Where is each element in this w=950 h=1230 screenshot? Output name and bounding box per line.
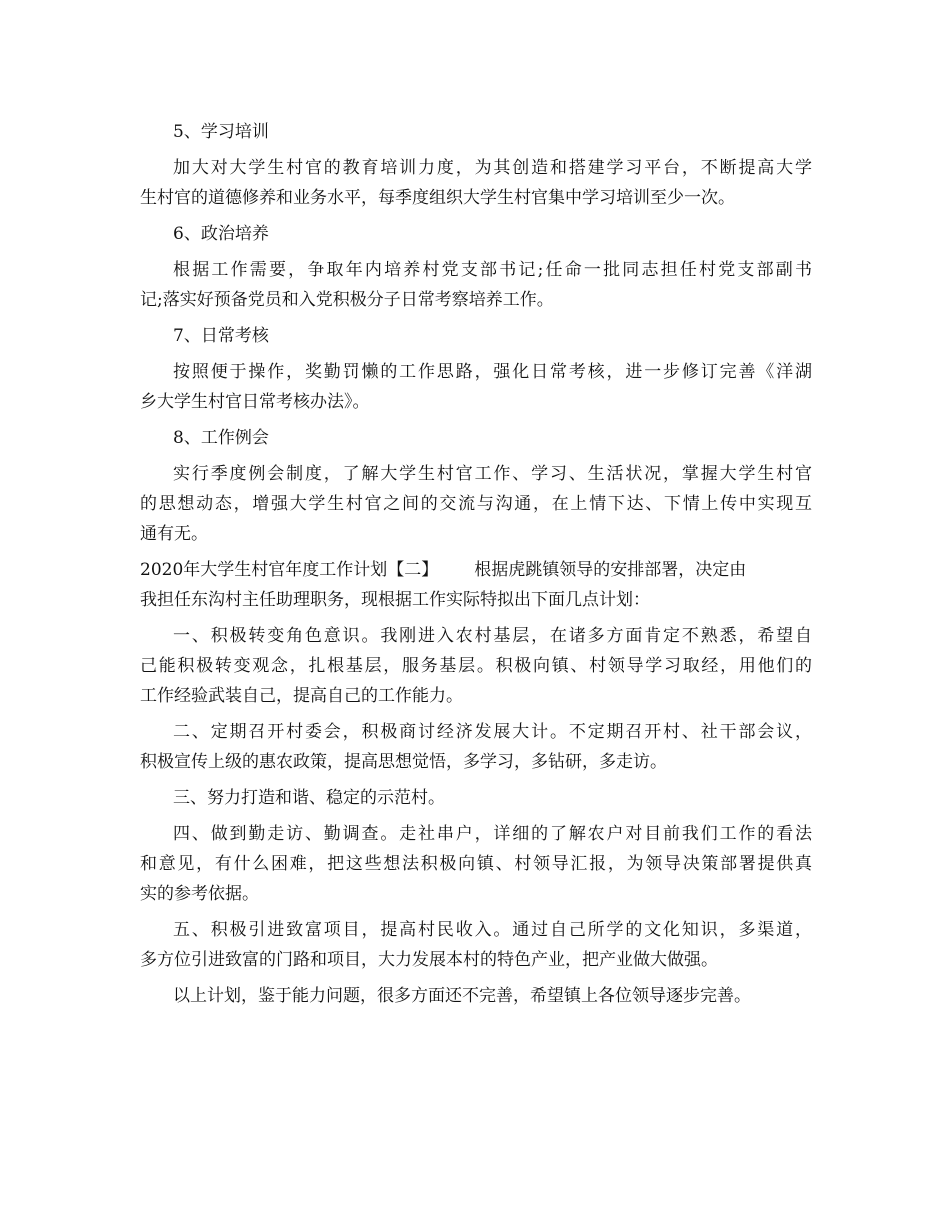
plan-intro [140, 555, 812, 615]
plan-item-line: 多方位引进致富的门路和项目，大力发展本村的特色产业，把产业做大做强。 [140, 950, 718, 970]
plan-title: 2020年大学生村官年度工作计划【二】 [140, 560, 439, 580]
paragraph [140, 357, 812, 417]
plan-item-line: 己能积极转变观念，扎根基层，服务基层。积极向镇、村领导学习取经，用他们的 [140, 656, 812, 676]
paragraph-line: 通有无。 [140, 524, 208, 544]
paragraph-line: 按照便于操作，奖勤罚懒的工作思路，强化日常考核，进一步修订完善《洋湖 [173, 362, 812, 382]
plan-closing-line: 以上计划，鉴于能力问题，很多方面还不完善，希望镇上各位领导逐步完善。 [173, 986, 751, 1006]
plan-item-line: 三、努力打造和谐、稳定的示范村。 [173, 788, 445, 808]
section-heading-text: 6、政治培养 [173, 224, 269, 244]
plan-item-line: 二、定期召开村委会，积极商讨经济发展大计。不定期召开村、社干部会议， [173, 722, 812, 742]
plan-intro-first: 根据虎跳镇领导的安排部署，决定由 [474, 560, 747, 580]
paragraph-line: 加大对大学生村官的教育培训力度，为其创造和搭建学习平台，不断提高大学 [173, 158, 812, 178]
section-heading-text: 5、学习培训 [173, 122, 269, 142]
paragraph [140, 255, 812, 315]
plan-item-line: 一、积极转变角色意识。我刚进入农村基层，在诸多方面肯定不熟悉，希望自 [173, 626, 812, 646]
plan-item-line: 五、积极引进致富项目，提高村民收入。通过自己所学的文化知识，多渠道， [173, 920, 812, 940]
plan-intro-line: 我担任东沟村主任助理职务，现根据工作实际特拟出下面几点计划： [140, 590, 650, 610]
plan-item [140, 783, 812, 813]
paragraph-line: 生村官的道德修养和业务水平，每季度组织大学生村官集中学习培训至少一次。 [140, 188, 735, 208]
section-heading [140, 423, 812, 453]
paragraph-line: 根据工作需要，争取年内培养村党支部书记;任命一批同志担任村党支部副书 [173, 260, 812, 280]
plan-item [140, 819, 812, 909]
paragraph-line: 记;落实好预备党员和入党积极分子日常考察培养工作。 [140, 290, 554, 310]
plan-item-line: 四、做到勤走访、勤调查。走社串户，详细的了解农户对目前我们工作的看法 [173, 824, 812, 844]
plan-item-line: 实的参考依据。 [140, 884, 259, 904]
paragraph-line: 乡大学生村官日常考核办法》。 [140, 392, 370, 412]
plan-closing [140, 981, 812, 1011]
plan-intro-line [140, 555, 812, 585]
paragraph-line: 实行季度例会制度，了解大学生村官工作、学习、生活状况，掌握大学生村官 [173, 464, 812, 484]
plan-item-line: 积极宣传上级的惠农政策，提高思想觉悟，多学习，多钻研，多走访。 [140, 752, 667, 772]
section-heading-text: 8、工作例会 [173, 428, 269, 448]
plan-item [140, 915, 812, 975]
plan-item [140, 621, 812, 711]
plan-item-line: 工作经验武装自己，提高自己的工作能力。 [140, 686, 463, 706]
section-heading [140, 321, 812, 351]
plan-item-line: 和意见，有什么困难，把这些想法积极向镇、村领导汇报，为领导决策部署提供真 [140, 854, 812, 874]
section-heading [140, 219, 812, 249]
section-heading [140, 117, 812, 147]
document-body [140, 117, 812, 1017]
paragraph [140, 459, 812, 549]
paragraph [140, 153, 812, 213]
paragraph-line: 的思想动态，增强大学生村官之间的交流与沟通，在上情下达、下情上传中实现互 [140, 494, 812, 514]
section-heading-text: 7、日常考核 [173, 326, 269, 346]
plan-item [140, 717, 812, 777]
